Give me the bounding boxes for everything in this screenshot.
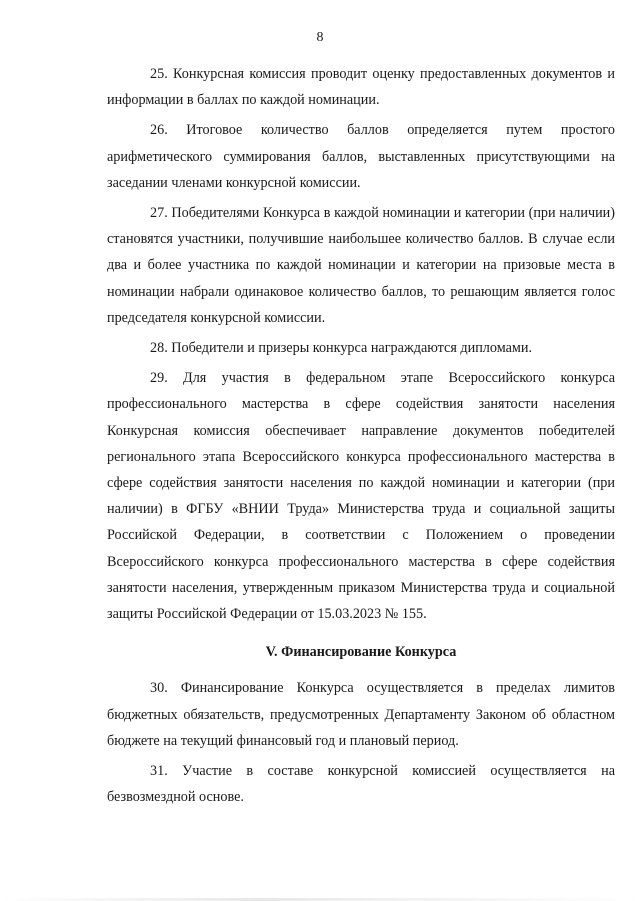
paragraph-31: 31. Участие в составе конкурсной комиссией осуществляется на безвозмездной основе.: [107, 763, 615, 806]
document-body: [107, 61, 615, 814]
page-number: 8: [316, 30, 324, 45]
paragraph-27: 27. Победителями Конкурса в каждой номинации и категории (при наличии) становятся участники, получившие наибольшее количество баллов. В случае если два и более участника по каждой номинации и категории на призовые места в номинации набрали одинаковое количество баллов, то решающим является голос председателя конкурсной комиссии.: [107, 205, 615, 326]
section-heading: V. Финансирование Конкурса: [265, 644, 457, 661]
paragraph-28: 28. Победители и призеры конкурса награждаются дипломами.: [150, 340, 533, 357]
paragraph-29: 29. Для участия в федеральном этапе Всероссийского конкурса профессионального мастерства в сфере содействия занятости населения Конкурсная комиссия обеспечивает направление документов победителей регионального этапа Всероссийского конкурса профессионального мастерства в сфере содействия занятости населения по каждой номинации и категории (при наличии) в ФГБУ «ВНИИ Труда» Министерства труда и социальной защиты Российской Федерации, в соответствии с Положением о проведении Всероссийского конкурса профессионального мастерства в сфере содействия занятости населения, утвержденным приказом Министерства труда и социальной защиты Российской Федерации от 15.03.2023 № 155.: [107, 370, 615, 623]
paragraph-25: 25. Конкурсная комиссия проводит оценку предоставленных документов и информации в баллах по каждой номинации.: [107, 66, 615, 109]
paragraph-26: 26. Итоговое количество баллов определяется путем простого арифметического суммирования баллов, выставленных присутствующими на заседании членами конкурсной комиссии.: [107, 122, 615, 191]
paragraph-30: 30. Финансирование Конкурса осуществляется в пределах лимитов бюджетных обязательств, предусмотренных Департаменту Законом об областном бюджете на текущий финансовый год и плановый период.: [107, 680, 615, 749]
